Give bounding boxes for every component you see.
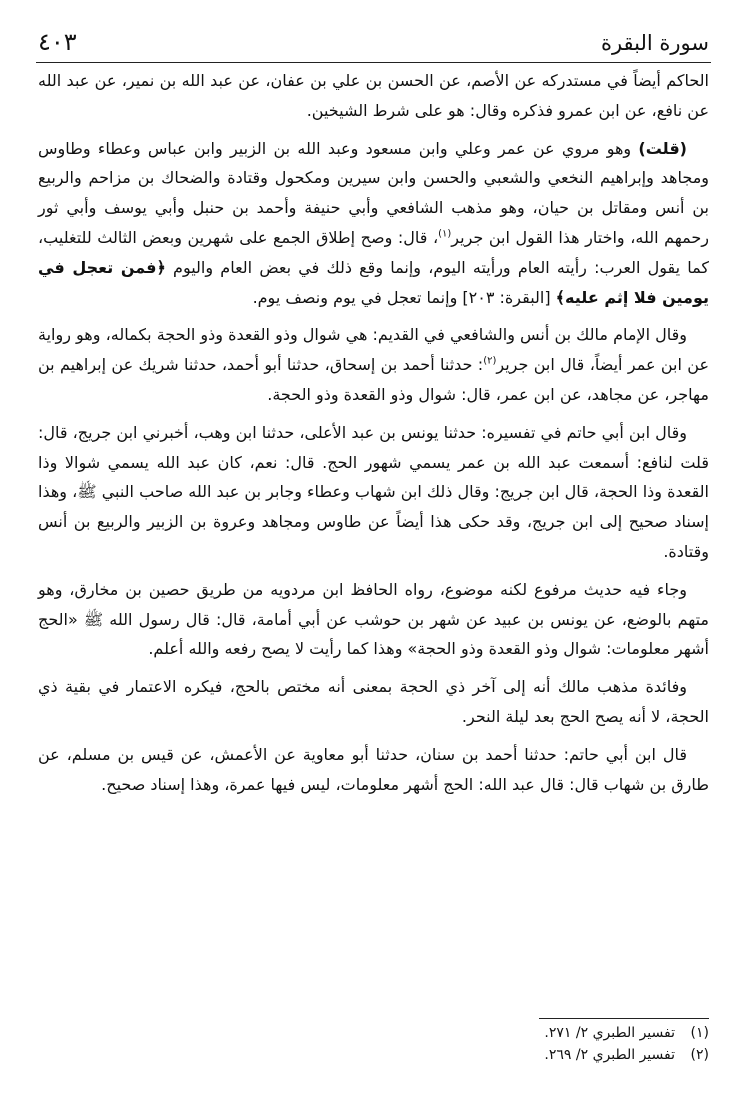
running-header (34, 28, 713, 60)
footnote-2 (38, 1044, 709, 1066)
paragraph-2-text-b: ، قال: وصح إطلاق الجمع على شهرين وبعض الثالث للتغليب، كما يقول العرب: رأيته العام ورأيته اليوم، وإنما وقع ذلك في بعض العام واليوم (38, 227, 709, 277)
quran-quote: ﴿فمن تعجل في يومين فلا إثم عليه﴾ (38, 257, 709, 307)
footnote-ref-2: (٢) (483, 355, 497, 367)
paragraph-2 (38, 134, 709, 313)
paragraph-6: وفائدة مذهب مالك أنه إلى آخر ذي الحجة بمعنى أنه مختص بالحج، فيكره الاعتمار في بقية ذي الحجة، لا أنه يصح الحج بعد ليلة النحر. (38, 677, 709, 726)
paragraph-7: قال ابن أبي حاتم: حدثنا أحمد بن سنان، حدثنا أبو معاوية عن الأعمش، عن قيس بن مسلم، عن طارق بن شهاب قال: قال عبد الله: الحج أشهر معلومات، ليس فيها عمرة، وهذا إسناد صحيح. (38, 744, 709, 794)
paragraph-3-text-a: وقال الإمام مالك بن أنس والشافعي في القديم: هي شوال وذو القعدة وذو الحجة بكماله، وهو رواية عن ابن عمر أيضاً، قال ابن جرير (38, 325, 710, 375)
footnotes (38, 1022, 709, 1066)
footnote-1-text: تفسير الطبري ٢/ ٢٧١. (544, 1025, 675, 1041)
paragraph-3 (38, 320, 709, 409)
page-number: ٤٠٣ (38, 28, 77, 56)
footnote-divider (539, 1018, 709, 1019)
main-text (38, 66, 709, 807)
surah-title: سورة البقرة (600, 31, 709, 55)
qult-label: (قلت) (638, 138, 687, 158)
footnote-2-text: تفسير الطبري ٢/ ٢٦٩. (544, 1047, 675, 1063)
header-divider (36, 62, 711, 63)
paragraph-2-text-c: [البقرة: ٢٠٣] وإنما تعجل في يوم ونصف يوم. (252, 287, 556, 307)
paragraph-5: وجاء فيه حديث مرفوع لكنه موضوع، رواه الحافظ ابن مردويه من طريق حصين بن مخارق، وهو متهم بالوضع، عن يونس بن عبيد عن شهر بن حوشب عن أبي أمامة، قال: قال رسول الله ﷺ «الحج أشهر معلومات: شوال وذو القعدة وذو الحجة» وهذا كما رأيت لا يصح رفعه والله أعلم. (38, 579, 709, 659)
footnote-2-number: (٢) (690, 1047, 709, 1063)
paragraph-4: وقال ابن أبي حاتم في تفسيره: حدثنا يونس بن عبد الأعلى، حدثنا ابن وهب، أخبرني ابن جريج، قال: قلت لنافع: أسمعت عبد الله بن عمر يسمي شهور الحج. قال: نعم، كان عبد الله يسمي شوالا وذا القعدة وذا الحجة، قال ابن جريج: وقال ذلك ابن شهاب وعطاء وجابر بن عبد الله صاحب النبي ﷺ، وهذا إسناد صحيح إلى ابن جريج، وقد حكى هذا أيضاً عن طاوس ومجاهد وعروة بن الزبير والربيع بن أنس وقتادة. (38, 422, 709, 561)
paragraph-1: الحاكم أيضاً في مستدركه عن الأصم، عن الحسن بن علي بن عفان، عن عبد الله بن نمير، عن عبد الله عن نافع، عن ابن عمرو فذكره وقال: هو على شرط الشيخين. (38, 71, 709, 120)
paragraph-3-text-b: : حدثنا أحمد بن إسحاق، حدثنا أبو أحمد، حدثنا شريك عن إبراهيم بن مهاجر، عن مجاهد، عن ابن عمر، قال: شوال وذو القعدة وذو الحجة. (38, 355, 709, 404)
footnote-ref-1: (١) (438, 228, 452, 240)
paragraph-2-text-a: وهو مروي عن عمر وعلي وابن مسعود وعبد الله بن الزبير وابن عباس وعطاء وطاوس ومجاهد وإبراهيم النخعي والشعبي والحسن وابن سيرين ومكحول وقتادة والضحاك بن مزاحم والربيع بن أنس ومقاتل بن حيان، وهو مذهب الشافعي وأبي حنيفة وأحمد بن حنبل وأبي يوسف وأبي ثور رحمهم الله، واختار هذا القول ابن جرير (38, 138, 710, 247)
footnote-1 (38, 1022, 709, 1044)
footnote-1-number: (١) (690, 1025, 709, 1041)
